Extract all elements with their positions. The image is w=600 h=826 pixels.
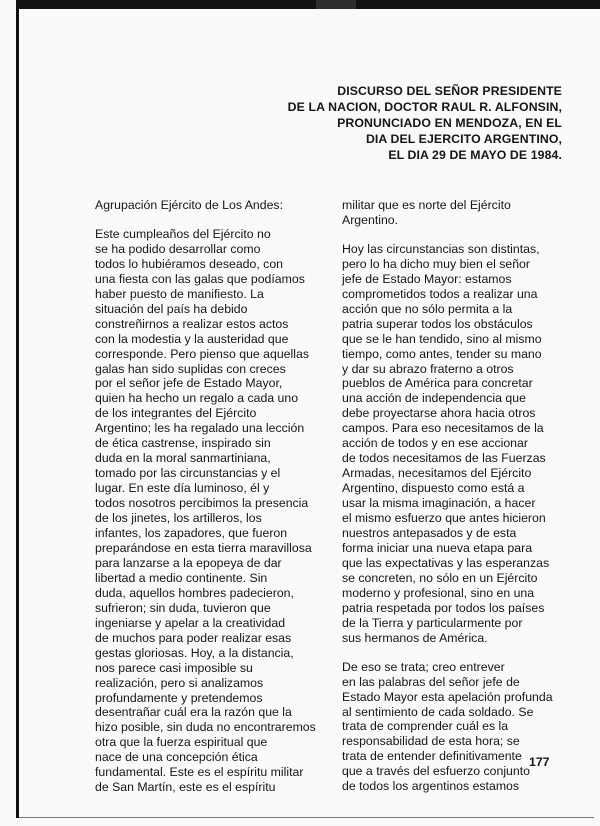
text-line: Estado Mayor esta apelación profunda bbox=[342, 689, 553, 704]
text-line: militar que es norte del Ejército bbox=[342, 198, 511, 212]
text-line: acción que no sólo permita a la bbox=[342, 301, 513, 316]
text-line: hizo posible, sin duda no encontraremos bbox=[95, 720, 316, 735]
paragraph bbox=[342, 242, 562, 646]
text-line: jefe de Estado Mayor: estamos bbox=[342, 271, 512, 286]
text-line: Argentino, dispuesto como está a bbox=[342, 481, 525, 496]
text-line: comprometidos todos a realizar una bbox=[342, 286, 538, 301]
text-line: otra que la fuerza espiritual que bbox=[95, 735, 268, 750]
text-line: forma iniciar una nueva etapa para bbox=[342, 540, 533, 555]
text-line: de muchos para poder realizar esas bbox=[95, 630, 292, 645]
text-line: para lanzarse a la epopeya de dar bbox=[95, 555, 282, 570]
text-line: de San Martín, este es el espíritu bbox=[95, 780, 276, 795]
left-text-column bbox=[95, 198, 316, 809]
text-line: sufrieron; sin duda, tuvieron que bbox=[95, 600, 271, 615]
text-line: galas han sido suplidas con creces bbox=[95, 361, 286, 376]
text-line: usar la misma imaginación, a hacer bbox=[342, 496, 536, 511]
text-line: trata de entender definitivamente bbox=[342, 749, 522, 764]
text-line: desentrañar cuál era la razón que la bbox=[95, 705, 292, 720]
text-line: de los jinetes, los artilleros, los bbox=[95, 511, 262, 526]
text-line: Argentino; les ha regalado una lección bbox=[95, 421, 305, 436]
text-line: de ética castrense, inspirado sin bbox=[95, 436, 271, 451]
title-line: PRONUNCIADO EN MENDOZA, EN EL bbox=[337, 116, 562, 130]
text-line: gestas gloriosas. Hoy, a la distancia, bbox=[95, 645, 294, 660]
text-line: Argentino. bbox=[342, 212, 399, 227]
text-line: Armadas, necesitamos del Ejército bbox=[342, 466, 532, 481]
paragraph bbox=[95, 226, 316, 795]
text-line: fundamental. Este es el espíritu militar bbox=[95, 765, 304, 780]
text-line: de todos necesitamos de las Fuerzas bbox=[342, 451, 546, 466]
text-line: Hoy las circunstancias son distintas, bbox=[342, 241, 540, 256]
text-line: de todos los argentinos estamos bbox=[342, 779, 520, 794]
page-number: 177 bbox=[529, 755, 550, 769]
text-line: el mismo esfuerzo que antes hicieron bbox=[342, 511, 546, 526]
paragraph bbox=[342, 198, 562, 228]
text-line: de los integrantes del Ejército bbox=[95, 406, 257, 421]
paragraph bbox=[342, 660, 562, 795]
text-line: haber puesto de manifiesto. La bbox=[95, 286, 264, 301]
right-text-column bbox=[342, 198, 562, 808]
text-line: patria superar todos los obstáculos bbox=[342, 316, 533, 331]
text-line: Este cumpleaños del Ejército no bbox=[95, 226, 271, 241]
text-line: profundamente y pretendemos bbox=[95, 690, 263, 705]
text-line: De eso se trata; creo entrever bbox=[342, 659, 505, 674]
text-line: campos. Para eso necesitamos de la bbox=[342, 421, 544, 436]
text-line: acción de todos y en ese accionar bbox=[342, 436, 528, 451]
text-line: que a través del esfuerzo conjunto bbox=[342, 764, 530, 779]
salutation: Agrupación Ejército de Los Andes: bbox=[95, 198, 283, 212]
text-line: por el señor jefe de Estado Mayor, bbox=[95, 376, 283, 391]
text-line: moderno y profesional, sino en una bbox=[342, 585, 535, 600]
text-line: al sentimiento de cada soldado. Se bbox=[342, 704, 534, 719]
speech-title bbox=[262, 83, 562, 163]
text-line: lugar. En este día luminoso, él y bbox=[95, 481, 270, 496]
text-line: situación del país ha debido bbox=[95, 301, 248, 316]
text-line: duda en la moral sanmartiniana, bbox=[95, 451, 271, 466]
text-line: constreñirnos a realizar estos actos bbox=[95, 316, 289, 331]
text-line: quien ha hecho un regalo a cada uno bbox=[95, 391, 299, 406]
text-line: pueblos de América para concretar bbox=[342, 376, 533, 391]
text-line: responsabilidad de esta hora; se bbox=[342, 734, 520, 749]
title-line: DISCURSO DEL SEÑOR PRESIDENTE bbox=[337, 84, 562, 98]
text-line: realización, pero si analizamos bbox=[95, 675, 264, 690]
text-line: patria respetada por todos los países bbox=[342, 600, 545, 615]
top-border-notch bbox=[316, 0, 356, 9]
text-line: infantes, los zapadores, que fueron bbox=[95, 526, 288, 541]
text-line: debe proyectarse ahora hacia otros bbox=[342, 406, 536, 421]
text-line: con la modestia y la austeridad que bbox=[95, 331, 289, 346]
text-line: nos parece casi imposible su bbox=[95, 660, 253, 675]
text-line: todos nosotros percibimos la presencia bbox=[95, 496, 309, 511]
text-line: ingeniarse y apelar a la creatividad bbox=[95, 615, 286, 630]
text-line: duda, aquellos hombres padecieron, bbox=[95, 585, 294, 600]
title-line: DIA DEL EJERCITO ARGENTINO, bbox=[365, 132, 562, 146]
left-border-rule bbox=[16, 0, 19, 818]
title-line: EL DIA 29 DE MAYO DE 1984. bbox=[388, 148, 562, 162]
bottom-border-rule bbox=[19, 817, 594, 818]
text-line: corresponde. Pero pienso que aquellas bbox=[95, 346, 309, 361]
text-line: que las expectativas y las esperanzas bbox=[342, 555, 550, 570]
top-border-band bbox=[16, 0, 600, 9]
text-line: nuestros antepasados y de esta bbox=[342, 526, 517, 541]
text-line: preparándose en esta tierra maravillosa bbox=[95, 540, 312, 555]
text-line: en las palabras del señor jefe de bbox=[342, 674, 520, 689]
text-line: trata de comprender cuál es la bbox=[342, 719, 509, 734]
text-line: de la Tierra y particularmente por bbox=[342, 615, 523, 630]
text-line: que se le han tendido, sino al mismo bbox=[342, 331, 542, 346]
text-line: tomado por las circunstancias y el bbox=[95, 466, 281, 481]
text-line: tiempo, como antes, tender su mano bbox=[342, 346, 542, 361]
text-line: y dar su abrazo fraterno a otros bbox=[342, 361, 514, 376]
title-line: DE LA NACION, DOCTOR RAUL R. ALFONSIN, bbox=[287, 100, 562, 114]
text-line: todos lo hubiéramos deseado, con bbox=[95, 256, 283, 271]
text-line: nace de una concepción ética bbox=[95, 750, 258, 765]
text-line: se concreten, no sólo en un Ejército bbox=[342, 570, 538, 585]
text-line: se ha podido desarrollar como bbox=[95, 241, 261, 256]
text-line: sus hermanos de América. bbox=[342, 630, 488, 645]
text-line: una acción de independencia que bbox=[342, 391, 526, 406]
text-line: pero lo ha dicho muy bien el señor bbox=[342, 256, 530, 271]
text-line: una fiesta con las galas que podíamos bbox=[95, 271, 305, 286]
text-line: libertad a medio continente. Sin bbox=[95, 570, 268, 585]
